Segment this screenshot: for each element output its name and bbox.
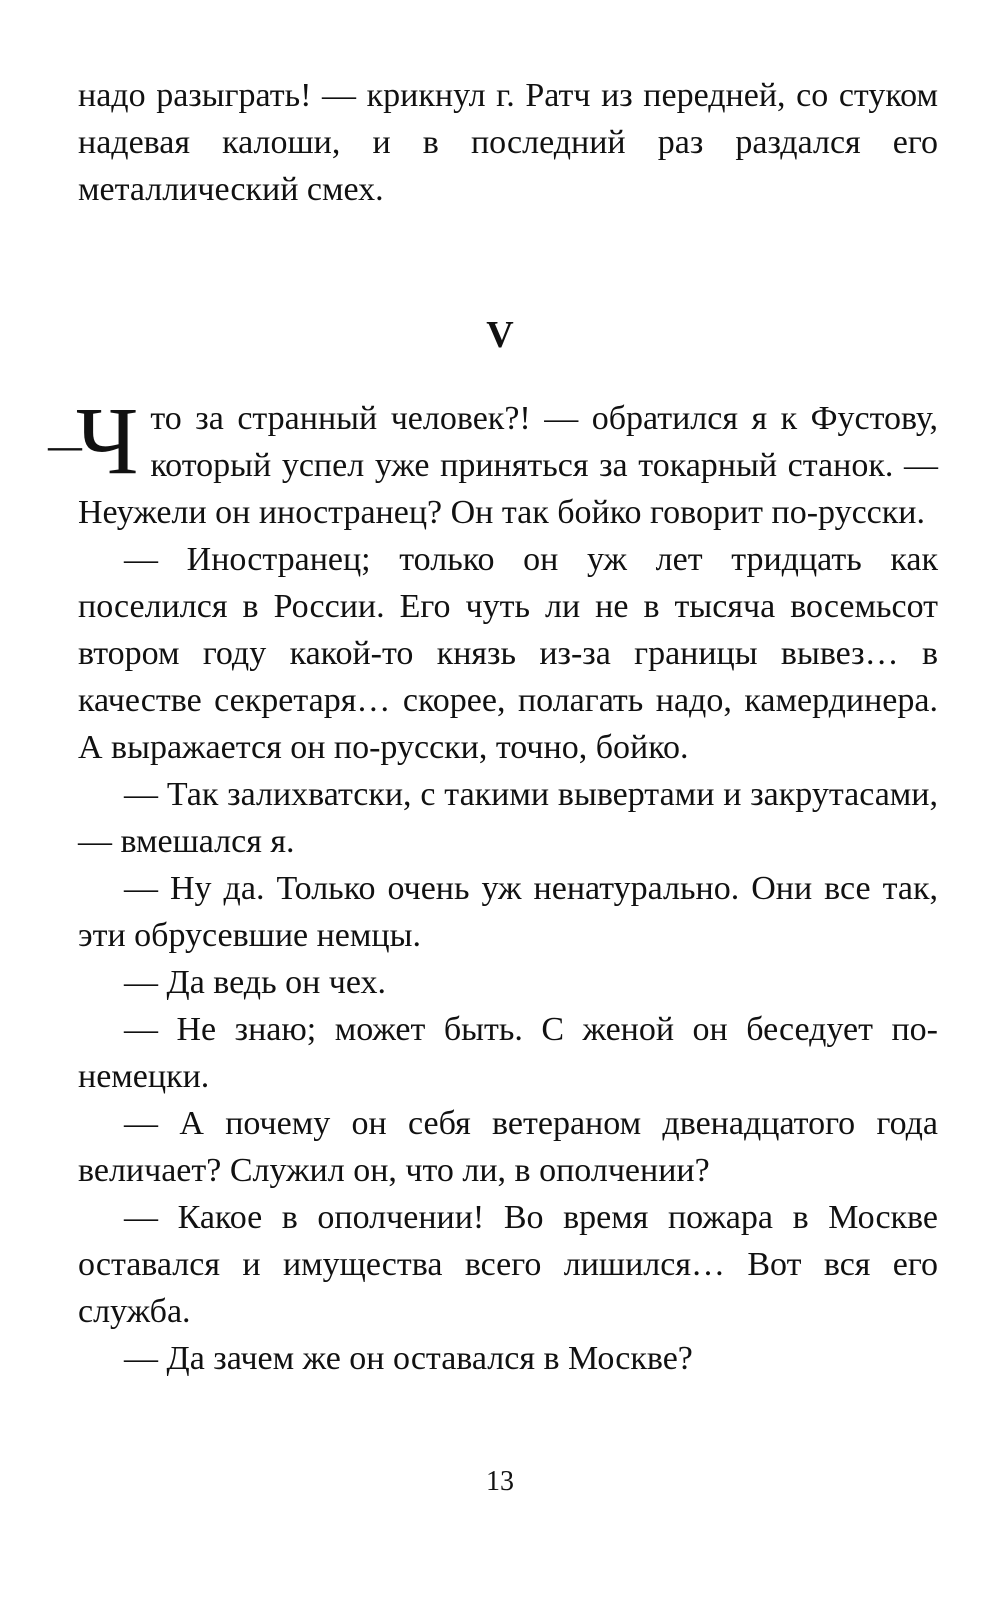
paragraph-first-text: то за странный человек?! — обратился я к Фустову, который успел уже приняться за токарный станок. — Неужели он иностранец? Он так бойко говорит по-русски. [78, 400, 938, 531]
chapter-heading: V [486, 314, 514, 356]
paragraph: — Да ведь он чех. [124, 964, 387, 1001]
paragraph: — Ну да. Только очень уж ненатурально. Они все так, эти обрусевшие немцы. [78, 870, 938, 954]
text-block-main [48, 387, 938, 1382]
paragraph: — А почему он себя ветераном двенадцатого года величает? Служил он, что ли, в ополчении? [78, 1105, 938, 1189]
paragraph-top: надо разыграть! — крикнул г. Ратч из передней, со стуком надевая калоши, и в последний раз раздался его металлический смех. [78, 77, 938, 208]
paragraph: — Не знаю; может быть. С женой он беседует по-немецки. [78, 1011, 938, 1095]
paragraph: — Какое в ополчении! Во время пожара в Москве оставался и имущества всего лишился… Вот вся его служба. [78, 1199, 938, 1330]
drop-cap: Ч [76, 387, 139, 494]
paragraph: — Иностранец; только он уж лет тридцать как поселился в России. Его чуть ли не в тысяча восемьсот втором году какой-то князь из-за границы вывез… в качестве секретаря… скорее, полагать надо, камердинера. А выражается он по-русски, точно, бойко. [78, 541, 938, 766]
paragraph: — Так залихватски, с такими вывертами и закрутасами, — вмешался я. [78, 776, 938, 860]
text-block-top [78, 72, 938, 213]
paragraph: — Да зачем же он оставался в Москве? [124, 1340, 693, 1377]
leading-dash: — [48, 428, 82, 465]
paragraph-first [48, 387, 938, 536]
page-number: 13 [486, 1466, 514, 1497]
